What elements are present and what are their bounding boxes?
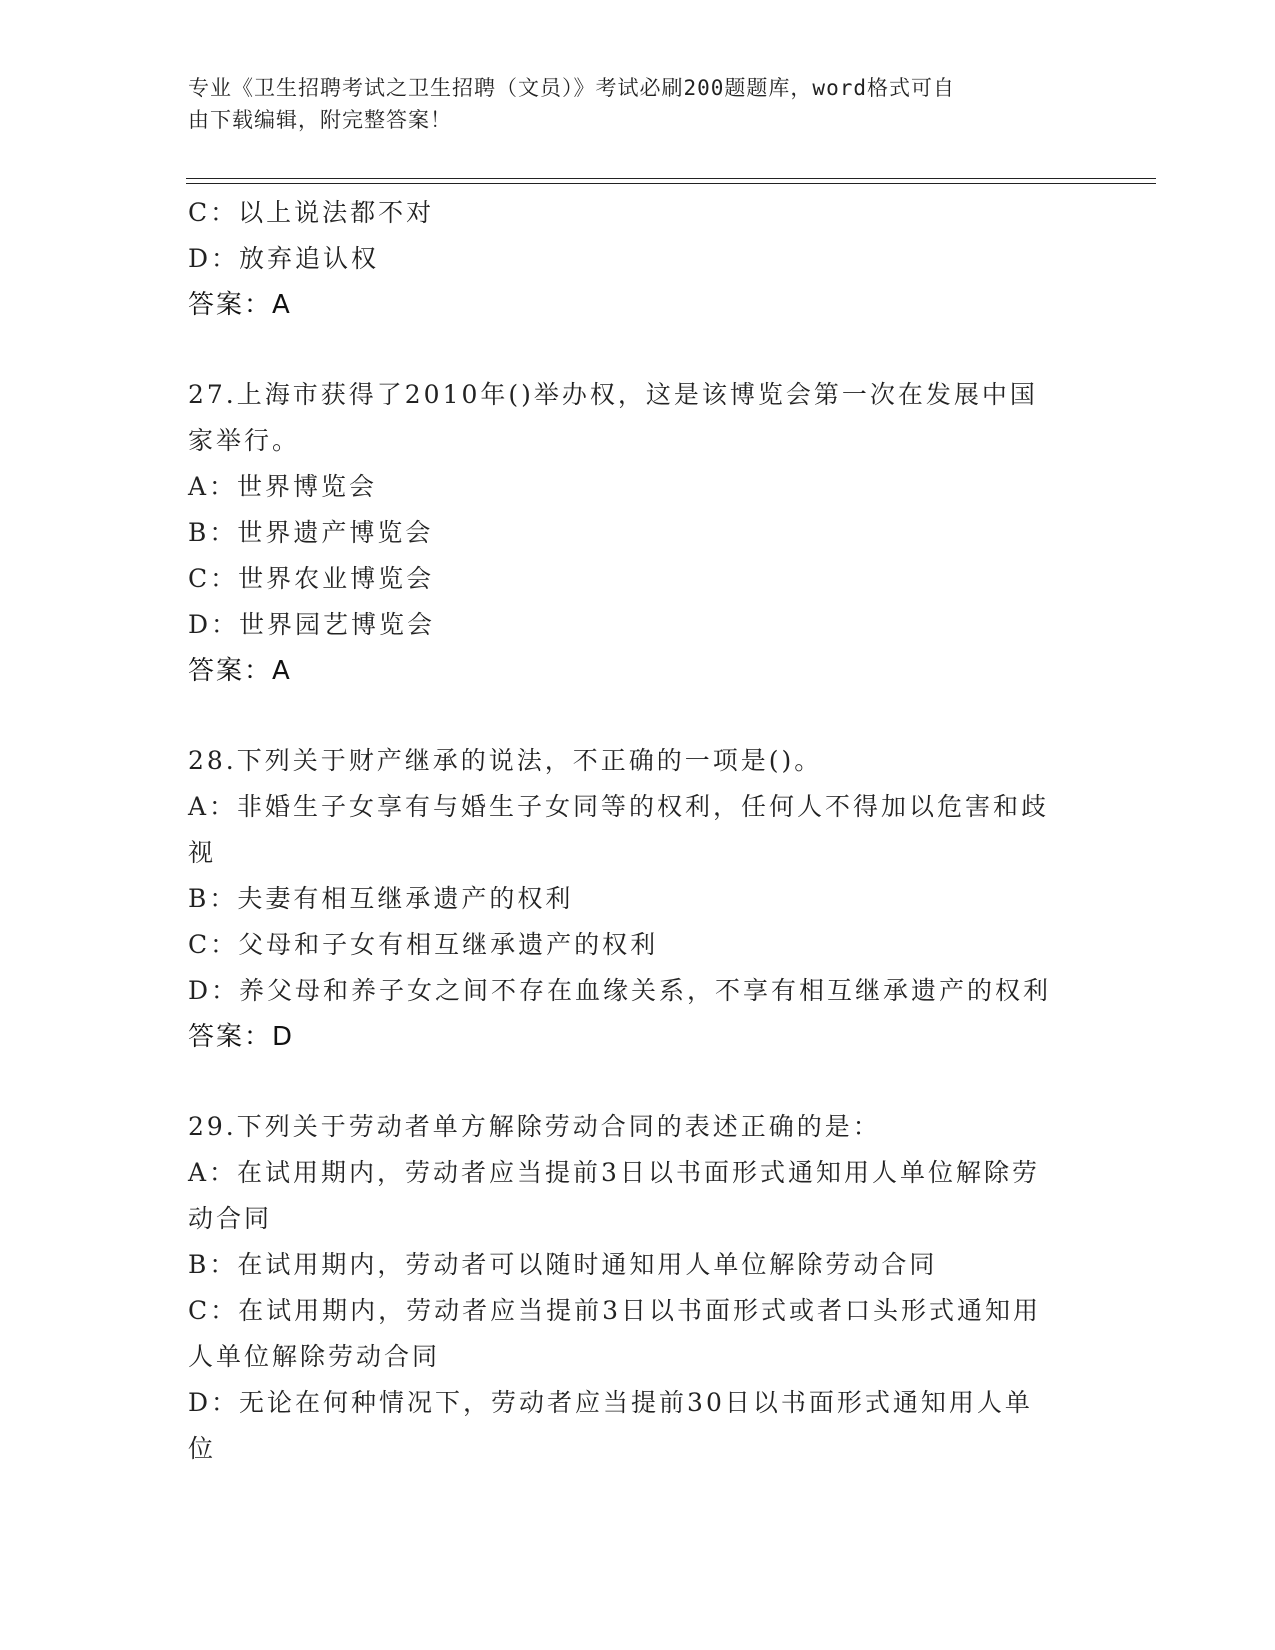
question-stem: 27.上海市获得了2010年()举办权，这是该博览会第一次在发展中国 (188, 380, 1038, 409)
option-b: B：世界遗产博览会 (188, 518, 434, 547)
option-c: C：在试用期内，劳动者应当提前3日以书面形式或者口头形式通知用 (188, 1296, 1042, 1325)
option-d-continued: 位 (188, 1434, 217, 1463)
option-a: A：在试用期内，劳动者应当提前3日以书面形式通知用人单位解除劳 (188, 1158, 1040, 1187)
question-list (188, 190, 1088, 1472)
header-line-1: 专业《卫生招聘考试之卫生招聘（文员）》考试必刷200题题库，word格式可自 (188, 76, 955, 100)
header-rule-bottom (186, 183, 1156, 184)
question-block-28 (188, 738, 1088, 1060)
question-block-27 (188, 372, 1088, 694)
option-d: D：无论在何种情况下，劳动者应当提前30日以书面形式通知用人单 (188, 1388, 1033, 1417)
option-c: C：父母和子女有相互继承遗产的权利 (188, 930, 659, 959)
option-d: D：养父母和养子女之间不存在血缘关系，不享有相互继承遗产的权利 (188, 976, 1052, 1005)
spacer (188, 1060, 1088, 1104)
question-block-previous (188, 190, 1088, 328)
option-b: B：在试用期内，劳动者可以随时通知用人单位解除劳动合同 (188, 1250, 938, 1279)
option-a: A：非婚生子女享有与婚生子女同等的权利，任何人不得加以危害和歧 (188, 792, 1050, 821)
option-c: C：世界农业博览会 (188, 564, 435, 593)
answer-line: 答案：A (188, 656, 292, 686)
option-a-continued: 动合同 (188, 1204, 273, 1233)
option-c: C：以上说法都不对 (188, 198, 435, 227)
option-b: B：夫妻有相互继承遗产的权利 (188, 884, 574, 913)
question-stem: 28.下列关于财产继承的说法，不正确的一项是()。 (188, 746, 823, 775)
document-header (188, 72, 1068, 136)
answer-line: 答案：A (188, 290, 292, 320)
spacer (188, 328, 1088, 372)
question-stem-continued: 家举行。 (188, 426, 301, 455)
spacer (188, 694, 1088, 738)
question-stem: 29.下列关于劳动者单方解除劳动合同的表述正确的是： (188, 1112, 881, 1141)
option-d: D：放弃追认权 (188, 244, 380, 273)
header-rule-top (186, 178, 1156, 179)
answer-line: 答案：D (188, 1022, 295, 1052)
option-d: D：世界园艺博览会 (188, 610, 436, 639)
header-line-2: 由下载编辑，附完整答案！ (188, 108, 452, 132)
option-a-continued: 视 (188, 838, 217, 867)
option-a: A：世界博览会 (188, 472, 378, 501)
option-c-continued: 人单位解除劳动合同 (188, 1342, 441, 1371)
question-block-29 (188, 1104, 1088, 1472)
